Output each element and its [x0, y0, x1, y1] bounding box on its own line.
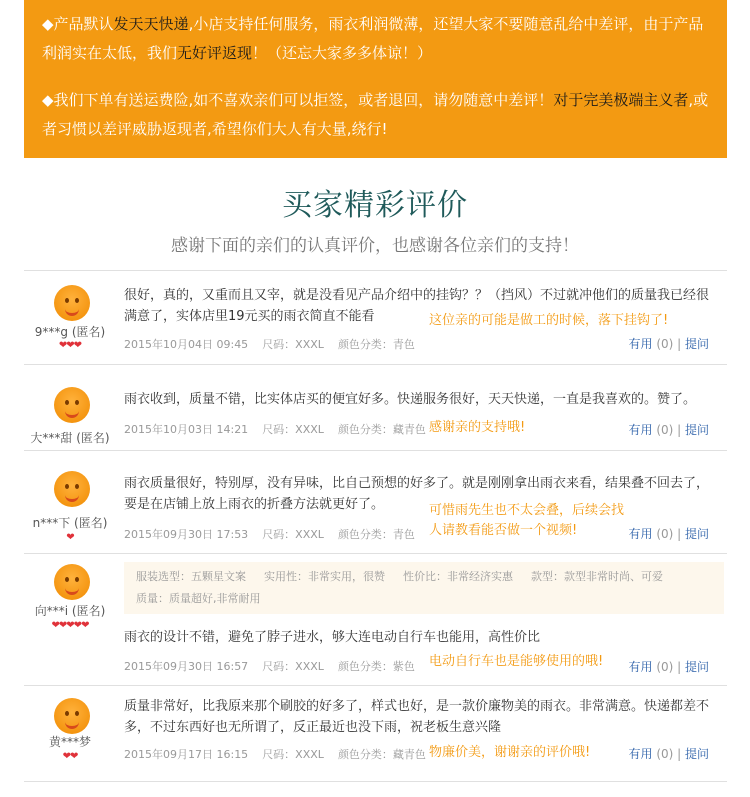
- review-item: [24, 451, 727, 554]
- seller-reply: 这位亲的可能是做工的时候，落下挂钩了!: [429, 313, 669, 328]
- shop-notice-banner: [24, 0, 727, 158]
- review-item: [24, 271, 727, 365]
- section-subtitle: 感谢下面的亲们的认真评价，也感谢各位亲们的支持！: [171, 236, 579, 256]
- useful-button[interactable]: 有用: [628, 747, 653, 761]
- section-title: 买家精彩评价: [282, 188, 468, 223]
- question-button[interactable]: 提问: [684, 660, 709, 674]
- reviewer-name: 向***i (匿名): [34, 604, 106, 618]
- review-item: [24, 554, 727, 686]
- review-text: 很好，真的，又重而且又宰，就是没看见产品介绍中的挂钩？？（挡风）不过就冲他们的质量我已经很满意了，实体店里19元买的雨衣简直不能看: [124, 288, 710, 324]
- review-item: [24, 686, 727, 782]
- reviewer-name: 大***甜 (匿名): [30, 431, 110, 445]
- notice-paragraph-1: ◆产品默认发天天快递,小店支持任何服务，雨衣利润微薄，还望大家不要随意乱给中差评，由于产品利润实在太低，我们无好评返现！（还忘大家多多体谅！）: [42, 15, 704, 62]
- reviewer-level-hearts: ❤❤: [62, 751, 78, 762]
- reviewer-name: 9***g (匿名): [34, 325, 106, 339]
- review-item: [24, 365, 727, 451]
- seller-reply: 电动自行车也是能够使用的哦!: [429, 654, 604, 669]
- reviewer-level-hearts: ❤❤❤: [58, 340, 82, 351]
- question-button[interactable]: 提问: [684, 337, 709, 351]
- review-actions: 有用 (0) | 提问: [628, 747, 709, 761]
- reviewer-name: n***下 (匿名): [32, 516, 108, 530]
- review-text: 雨衣的设计不错，避免了脖子进水，够大连电动自行车也能用，高性价比: [124, 630, 541, 645]
- question-button[interactable]: 提问: [684, 423, 709, 437]
- review-actions: 有用 (0) | 提问: [628, 337, 709, 351]
- avatar: [54, 564, 90, 600]
- reviewer-level-hearts: ❤: [66, 532, 74, 543]
- useful-button[interactable]: 有用: [628, 660, 653, 674]
- review-actions: 有用 (0) | 提问: [628, 660, 709, 674]
- useful-button[interactable]: 有用: [628, 337, 653, 351]
- avatar: [54, 285, 90, 321]
- seller-reply: 感谢亲的支持哦!: [429, 420, 526, 435]
- seller-reply: 物廉价美，谢谢亲的评价哦!: [429, 745, 591, 760]
- question-button[interactable]: 提问: [684, 747, 709, 761]
- seller-reply: 可惜雨先生也不太会叠，后续会找人请教看能否做一个视频!: [429, 503, 625, 538]
- review-meta: 2015年09月30日 16:57 尺码：XXXL 颜色分类：紫色: [124, 660, 415, 673]
- review-actions: 有用 (0) | 提问: [628, 527, 709, 541]
- question-button[interactable]: 提问: [684, 527, 709, 541]
- review-meta: 2015年10月03日 14:21 尺码：XXXL 颜色分类：藏青色: [124, 423, 426, 436]
- review-meta: 2015年09月17日 16:15 尺码：XXXL 颜色分类：藏青色: [124, 748, 426, 761]
- review-actions: 有用 (0) | 提问: [628, 423, 709, 437]
- review-text: 雨衣质量很好，特别厚，没有异味，比自己预想的好多了。就是刚刚拿出雨衣来看，结果叠不回去了，要是在店铺上放上雨衣的折叠方法就更好了。: [124, 476, 710, 512]
- review-text: 雨衣收到，质量不错，比实体店买的便宜好多。快递服务很好，天天快递，一直是我喜欢的。赞了。: [124, 392, 697, 407]
- avatar: [54, 698, 90, 734]
- review-meta: 2015年10月04日 09:45 尺码：XXXL 颜色分类：青色: [124, 338, 415, 351]
- reviewer-name: 黄***梦: [48, 735, 91, 749]
- review-meta: 2015年09月30日 17:53 尺码：XXXL 颜色分类：青色: [124, 528, 415, 541]
- useful-button[interactable]: 有用: [628, 527, 653, 541]
- review-text: 质量非常好，比我原来那个刷胶的好多了，样式也好，是一款价廉物美的雨衣。非常满意。快递都差不多，不过东西好也无所谓了，反正最近也没下雨，祝老板生意兴隆: [124, 699, 710, 735]
- useful-button[interactable]: 有用: [628, 423, 653, 437]
- review-attributes: 服装选型：五颗星文案 实用性：非常实用，很赞 性价比：非常经济实惠 款型：款型非常时尚、可爱 质量：质量超好,非常耐用: [124, 562, 724, 614]
- avatar: [54, 387, 90, 423]
- avatar: [54, 471, 90, 507]
- notice-paragraph-2: ◆我们下单有送运费险,如不喜欢亲们可以拒签，或者退回，请勿随意中差评！对于完美极端主义者,或者习惯以差评威胁返现者,希望你们大人有大量,绕行!: [42, 91, 709, 138]
- reviewer-level-hearts: ❤❤❤❤❤: [51, 620, 89, 631]
